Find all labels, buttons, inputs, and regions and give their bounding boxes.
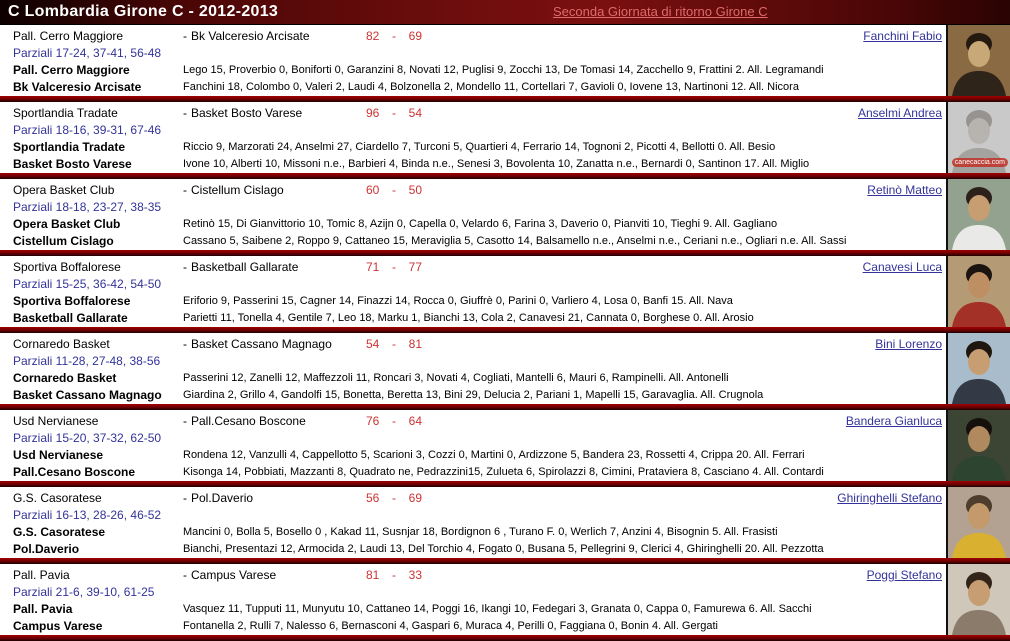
page-header: [0, 0, 1010, 25]
spacer-line: [183, 353, 944, 370]
away-team-name-bold: Pall.Cesano Boscone: [13, 465, 136, 479]
score-dash: -: [392, 568, 396, 582]
away-team-name-bold: Campus Varese: [13, 619, 103, 633]
partial-scores: Parziali 15-25, 36-42, 54-50: [13, 277, 162, 291]
player-photo[interactable]: [946, 333, 1010, 404]
away-score: 69: [408, 491, 422, 505]
round-link[interactable]: Seconda Giornata di ritorno Girone C: [553, 4, 768, 19]
home-team-name-bold: Sportiva Boffalorese: [13, 294, 131, 308]
top-player-link[interactable]: Fanchini Fabio: [863, 29, 942, 43]
game-block: [0, 179, 1010, 250]
away-team-name-bold: Bk Valceresio Arcisate: [13, 80, 142, 94]
home-player-stats: Vasquez 11, Tupputi 11, Munyutu 10, Cattaneo 14, Poggi 16, Ikangi 10, Fedegari 3, Granata 0, Cappa 0, Famurewa 6. All. Sacchi: [183, 603, 812, 615]
top-player-link[interactable]: Bandera Gianluca: [845, 414, 942, 428]
vs-dash: -: [183, 106, 187, 120]
away-player-stats: Kisonga 14, Pobbiati, Mazzanti 8, Quadrato ne, Pedrazzini15, Zulueta 6, Spirolazzi 8, Cimini, Prataviera 8, Casciano 4. All. Contardi: [183, 466, 824, 478]
game-left-column: [13, 259, 185, 327]
home-team-name-bold: Sportlandia Tradate: [13, 140, 126, 154]
spacer-line: [183, 45, 944, 62]
away-team-name-bold: Cistellum Cislago: [13, 234, 114, 248]
player-photo-placeholder: [948, 564, 1010, 635]
home-score: 81: [366, 568, 380, 582]
away-score: 64: [408, 414, 422, 428]
away-score: 77: [408, 260, 422, 274]
away-player-stats: Fanchini 18, Colombo 0, Valeri 2, Laudi 4, Bolzonella 2, Mondello 11, Cortellari 7, Gavioli 0, Iovene 13, Nartinoni 12. All. Nicora: [183, 81, 799, 93]
vs-dash: -: [183, 491, 187, 505]
game-middle-column: [183, 413, 944, 481]
game-left-column: [13, 567, 185, 635]
home-score: 54: [366, 337, 380, 351]
game-middle-column: [183, 336, 944, 404]
home-score: 96: [366, 106, 380, 120]
player-photo[interactable]: [946, 102, 1010, 173]
away-team-name-bold: Basket Bosto Varese: [13, 157, 132, 171]
final-score: [366, 182, 422, 199]
game-left-column: [13, 490, 185, 558]
home-player-stats: Lego 15, Proverbio 0, Boniforti 0, Garanzini 8, Novati 12, Puglisi 9, Zocchi 13, De Tomasi 14, Zacchello 9, Frattini 2. All. Legramandi: [183, 64, 824, 76]
top-player-link[interactable]: Anselmi Andrea: [857, 106, 942, 120]
game-left-column: [13, 336, 185, 404]
vs-dash: -: [183, 568, 187, 582]
away-team-name-bold: Basket Cassano Magnago: [13, 388, 162, 402]
away-team-line: [183, 490, 944, 507]
spacer-line: [183, 199, 944, 216]
player-photo-placeholder: [948, 25, 1010, 96]
player-photo[interactable]: [946, 487, 1010, 558]
spacer-line: [183, 276, 944, 293]
player-photo[interactable]: [946, 25, 1010, 96]
away-team-line: [183, 105, 944, 122]
game-middle-column: [183, 490, 944, 558]
game-middle-column: [183, 259, 944, 327]
away-team-line: [183, 413, 944, 430]
home-team-name: Sportlandia Tradate: [13, 106, 118, 120]
away-score: 50: [408, 183, 422, 197]
away-player-stats: Fontanella 2, Rulli 7, Nalesso 6, Bernasconi 4, Gaspari 6, Muraca 4, Perilli 0, Faggiana 0, Bonin 4. All. Gergati: [183, 620, 719, 632]
player-photo[interactable]: [946, 179, 1010, 250]
home-player-stats: Retinò 15, Di Gianvittorio 10, Tomic 8, Azijn 0, Capella 0, Velardo 6, Farina 3, Daverio 0, Pianviti 10, Tieghi 9. All. Gagliano: [183, 218, 778, 230]
game-left-column: [13, 28, 185, 96]
vs-dash: -: [183, 337, 187, 351]
final-score: [366, 490, 422, 507]
final-score: [366, 259, 422, 276]
away-team-name: Basketball Gallarate: [191, 260, 299, 274]
player-photo[interactable]: [946, 564, 1010, 635]
spacer-line: [183, 430, 944, 447]
away-team-name: Pol.Daverio: [191, 491, 254, 505]
away-team-name: Basket Cassano Magnago: [191, 337, 332, 351]
away-player-stats: Giardina 2, Grillo 4, Gandolfi 15, Bonetta, Beretta 13, Bini 29, Delucia 2, Pariani 1, Mapelli 15, Garavaglia. All. Crugnola: [183, 389, 764, 401]
home-team-name-bold: Pall. Pavia: [13, 602, 73, 616]
spacer-line: [183, 122, 944, 139]
home-player-stats: Passerini 12, Zanelli 12, Maffezzoli 11, Roncari 3, Novati 4, Cogliati, Mantelli 6, Mauri 6, Rampinelli. All. Antonelli: [183, 372, 729, 384]
home-player-stats: Mancini 0, Bolla 5, Bosello 0 , Kakad 11, Susnjar 18, Bordignon 6 , Turano F. 0, Werlich 7, Anzini 4, Bisognin 5. All. Frasisti: [183, 526, 778, 538]
partial-scores: Parziali 11-28, 27-48, 38-56: [13, 354, 161, 368]
player-photo-placeholder: [948, 179, 1010, 250]
score-dash: -: [392, 337, 396, 351]
away-team-line: [183, 259, 944, 276]
home-team-name: Cornaredo Basket: [13, 337, 110, 351]
final-score: [366, 28, 422, 45]
page-title: C Lombardia Girone C - 2012-2013: [8, 3, 279, 20]
top-player-link[interactable]: Canavesi Luca: [862, 260, 942, 274]
score-dash: -: [392, 29, 396, 43]
vs-dash: -: [183, 29, 187, 43]
away-team-name: Basket Bosto Varese: [191, 106, 303, 120]
partial-scores: Parziali 17-24, 37-41, 56-48: [13, 46, 162, 60]
game-block: [0, 256, 1010, 327]
games-list: [0, 25, 1010, 641]
game-middle-column: [183, 567, 944, 635]
away-player-stats: Bianchi, Presentazi 12, Armocida 2, Laudi 13, Del Torchio 4, Fogato 0, Busana 5, Pellegrini 9, Clerici 4, Ghiringhelli 20. All. Pezzotta: [183, 543, 824, 555]
home-player-stats: Eriforio 9, Passerini 15, Cagner 14, Finazzi 14, Rocca 0, Giuffrè 0, Parini 0, Varliero 4, Losa 0, Banfi 15. All. Nava: [183, 295, 733, 307]
spacer-line: [183, 584, 944, 601]
player-photo-placeholder: [948, 333, 1010, 404]
player-photo-placeholder: [948, 487, 1010, 558]
photo-watermark: canecaccia.com: [952, 158, 1008, 167]
game-left-column: [13, 182, 185, 250]
game-middle-column: [183, 28, 944, 96]
player-photo[interactable]: [946, 256, 1010, 327]
game-middle-column: [183, 182, 944, 250]
away-team-name: Campus Varese: [191, 568, 277, 582]
home-team-name-bold: Opera Basket Club: [13, 217, 121, 231]
home-team-name-bold: Usd Nervianese: [13, 448, 104, 462]
home-score: 60: [366, 183, 380, 197]
score-dash: -: [392, 414, 396, 428]
home-score: 76: [366, 414, 380, 428]
away-team-line: [183, 28, 944, 45]
score-dash: -: [392, 106, 396, 120]
player-photo-placeholder: [948, 256, 1010, 327]
game-block: [0, 102, 1010, 173]
game-block: [0, 333, 1010, 404]
away-team-name: Cistellum Cislago: [191, 183, 284, 197]
score-dash: -: [392, 491, 396, 505]
home-score: 56: [366, 491, 380, 505]
home-team-name: Pall. Pavia: [13, 568, 70, 582]
final-score: [366, 413, 422, 430]
away-score: 33: [408, 568, 422, 582]
home-team-name-bold: Pall. Cerro Maggiore: [13, 63, 130, 77]
away-team-name: Bk Valceresio Arcisate: [191, 29, 310, 43]
game-block: [0, 410, 1010, 481]
game-block: [0, 487, 1010, 558]
top-player-link[interactable]: Retinò Matteo: [867, 183, 942, 197]
partial-scores: Parziali 18-18, 23-27, 38-35: [13, 200, 162, 214]
home-team-name-bold: G.S. Casoratese: [13, 525, 106, 539]
partial-scores: Parziali 18-16, 39-31, 67-46: [13, 123, 162, 137]
away-team-line: [183, 182, 944, 199]
final-score: [366, 336, 422, 353]
game-middle-column: [183, 105, 944, 173]
home-team-name: Sportiva Boffalorese: [13, 260, 121, 274]
top-player-link[interactable]: Ghiringhelli Stefano: [837, 491, 942, 505]
home-player-stats: Rondena 12, Vanzulli 4, Cappellotto 5, Scarioni 3, Cozzi 0, Martini 0, Ardizzone 5, Bandera 23, Rossetti 4, Crippa 20. All. Ferrari: [183, 449, 805, 461]
home-team-name: Usd Nervianese: [13, 414, 99, 428]
score-dash: -: [392, 183, 396, 197]
home-team-name-bold: Cornaredo Basket: [13, 371, 117, 385]
spacer-line: [183, 507, 944, 524]
final-score: [366, 105, 422, 122]
top-player-link[interactable]: Bini Lorenzo: [875, 337, 942, 351]
away-player-stats: Cassano 5, Saibene 2, Roppo 9, Cattaneo 15, Meraviglia 5, Casotto 14, Balsamello n.e., Anselmi n.e., Ceriani n.e., Ogliari n.e. All. Sassi: [183, 235, 847, 247]
vs-dash: -: [183, 183, 187, 197]
away-team-line: [183, 567, 944, 584]
divider: [0, 635, 1010, 641]
final-score: [366, 567, 422, 584]
player-photo[interactable]: [946, 410, 1010, 481]
home-team-name: Opera Basket Club: [13, 183, 115, 197]
vs-dash: -: [183, 414, 187, 428]
partial-scores: Parziali 16-13, 28-26, 46-52: [13, 508, 162, 522]
away-score: 69: [408, 29, 422, 43]
game-block: [0, 564, 1010, 635]
away-score: 54: [408, 106, 422, 120]
partial-scores: Parziali 21-6, 39-10, 61-25: [13, 585, 155, 599]
home-score: 82: [366, 29, 380, 43]
away-player-stats: Ivone 10, Alberti 10, Missoni n.e., Barbieri 4, Binda n.e., Senesi 3, Bovolenta 10, Zanatta n.e., Bernardi 0, Santinon 17. All. Miglio: [183, 158, 810, 170]
away-team-name-bold: Basketball Gallarate: [13, 311, 128, 325]
player-photo-placeholder: [948, 410, 1010, 481]
away-player-stats: Parietti 11, Tonella 4, Gentile 7, Leo 18, Marku 1, Bianchi 13, Cola 2, Canavesi 21, Cannata 0, Borghese 0. All. Arosio: [183, 312, 754, 324]
game-left-column: [13, 105, 185, 173]
vs-dash: -: [183, 260, 187, 274]
game-block: [0, 25, 1010, 96]
away-team-line: [183, 336, 944, 353]
away-team-name: Pall.Cesano Boscone: [191, 414, 306, 428]
away-team-name-bold: Pol.Daverio: [13, 542, 80, 556]
score-dash: -: [392, 260, 396, 274]
home-player-stats: Riccio 9, Marzorati 24, Anselmi 27, Ciardello 7, Turconi 5, Quartieri 4, Ferrario 14, Tognoni 2, Picotti 4, Bellotti 0. All. Besio: [183, 141, 776, 153]
home-score: 71: [366, 260, 380, 274]
game-left-column: [13, 413, 185, 481]
away-score: 81: [408, 337, 422, 351]
partial-scores: Parziali 15-20, 37-32, 62-50: [13, 431, 162, 445]
home-team-name: G.S. Casoratese: [13, 491, 102, 505]
home-team-name: Pall. Cerro Maggiore: [13, 29, 124, 43]
top-player-link[interactable]: Poggi Stefano: [866, 568, 942, 582]
